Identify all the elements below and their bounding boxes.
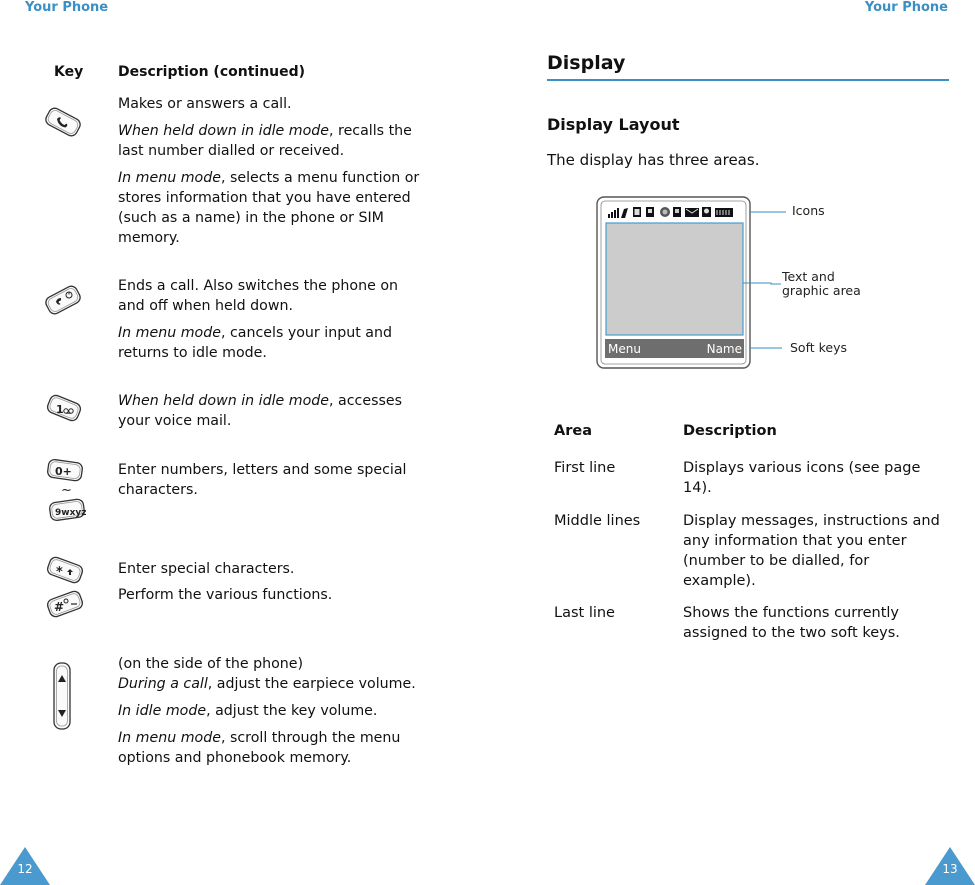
zero-key-glyph: 0+ (55, 465, 72, 478)
star-key-glyph: * (56, 565, 63, 580)
section-title: Display (547, 52, 626, 74)
send-key-description: Makes or answers a call. When held down in idle mode, recalls the last number dialled or received. In menu mode, selects a menu function or stores information that you have entered (such as a name) in the phone or SIM memory. (118, 96, 420, 246)
end-key-description: Ends a call. Also switches the phone on and off when held down. In menu mode, cancels your input and returns to idle mode. (118, 278, 398, 361)
area-description-column-header: Description (683, 423, 777, 439)
star-hash-keys-description: Enter special characters. Perform the various functions. (118, 561, 333, 603)
area-row-last-line: Last line (554, 605, 615, 621)
running-head-right: Your Phone (864, 0, 948, 15)
voicemail-key-glyph: 1 (56, 403, 64, 416)
description-column-header: Description (continued) (118, 64, 306, 80)
key-column-header: Key (54, 64, 84, 80)
range-glyph: ~ (61, 483, 72, 498)
subsection-title: Display Layout (547, 115, 680, 134)
nine-key-glyph: 9wxyz (55, 508, 86, 518)
star-hash-keys-icon (44, 556, 86, 624)
soft-keys-callout-label: Soft keys (790, 340, 848, 355)
hash-key-glyph: # (54, 600, 65, 614)
area-row-last-line-description: Shows the functions currently assigned to the two soft keys. (683, 605, 900, 641)
voicemail-key-icon (44, 390, 84, 426)
soft-key-left-label: Menu (608, 342, 641, 356)
send-key-icon (42, 104, 84, 140)
icons-callout-label: Icons (792, 203, 825, 218)
volume-key-icon (52, 661, 72, 731)
area-row-middle-lines-description: Display messages, instructions and any information that you enter (number to be dialled, for example). (683, 513, 940, 589)
area-row-first-line: First line (554, 460, 616, 476)
text-graphic-area (606, 223, 743, 335)
volume-key-description: (on the side of the phone) During a call, adjust the earpiece volume. In idle mode, adjust the key volume. In menu mode, scroll through the menu options and phonebook memory. (118, 656, 416, 766)
soft-key-right-label: Name (706, 342, 742, 356)
intro-text: The display has three areas. (547, 151, 760, 169)
area-row-first-line-description: Displays various icons (see page 14). (683, 460, 921, 496)
page-number-right: 13 (942, 862, 958, 876)
area-row-middle-lines: Middle lines (554, 513, 641, 529)
title-rule (547, 79, 949, 81)
voicemail-key-description: When held down in idle mode, accesses your voice mail. (118, 393, 402, 429)
number-keys-icon (44, 456, 86, 526)
running-head-left: Your Phone (25, 0, 109, 15)
page-number-left: 12 (17, 862, 33, 876)
area-column-header: Area (554, 423, 592, 439)
text-area-callout-label: Text and graphic area (782, 269, 861, 298)
number-keys-description: Enter numbers, letters and some special characters. (118, 462, 407, 498)
end-key-icon (42, 282, 84, 318)
